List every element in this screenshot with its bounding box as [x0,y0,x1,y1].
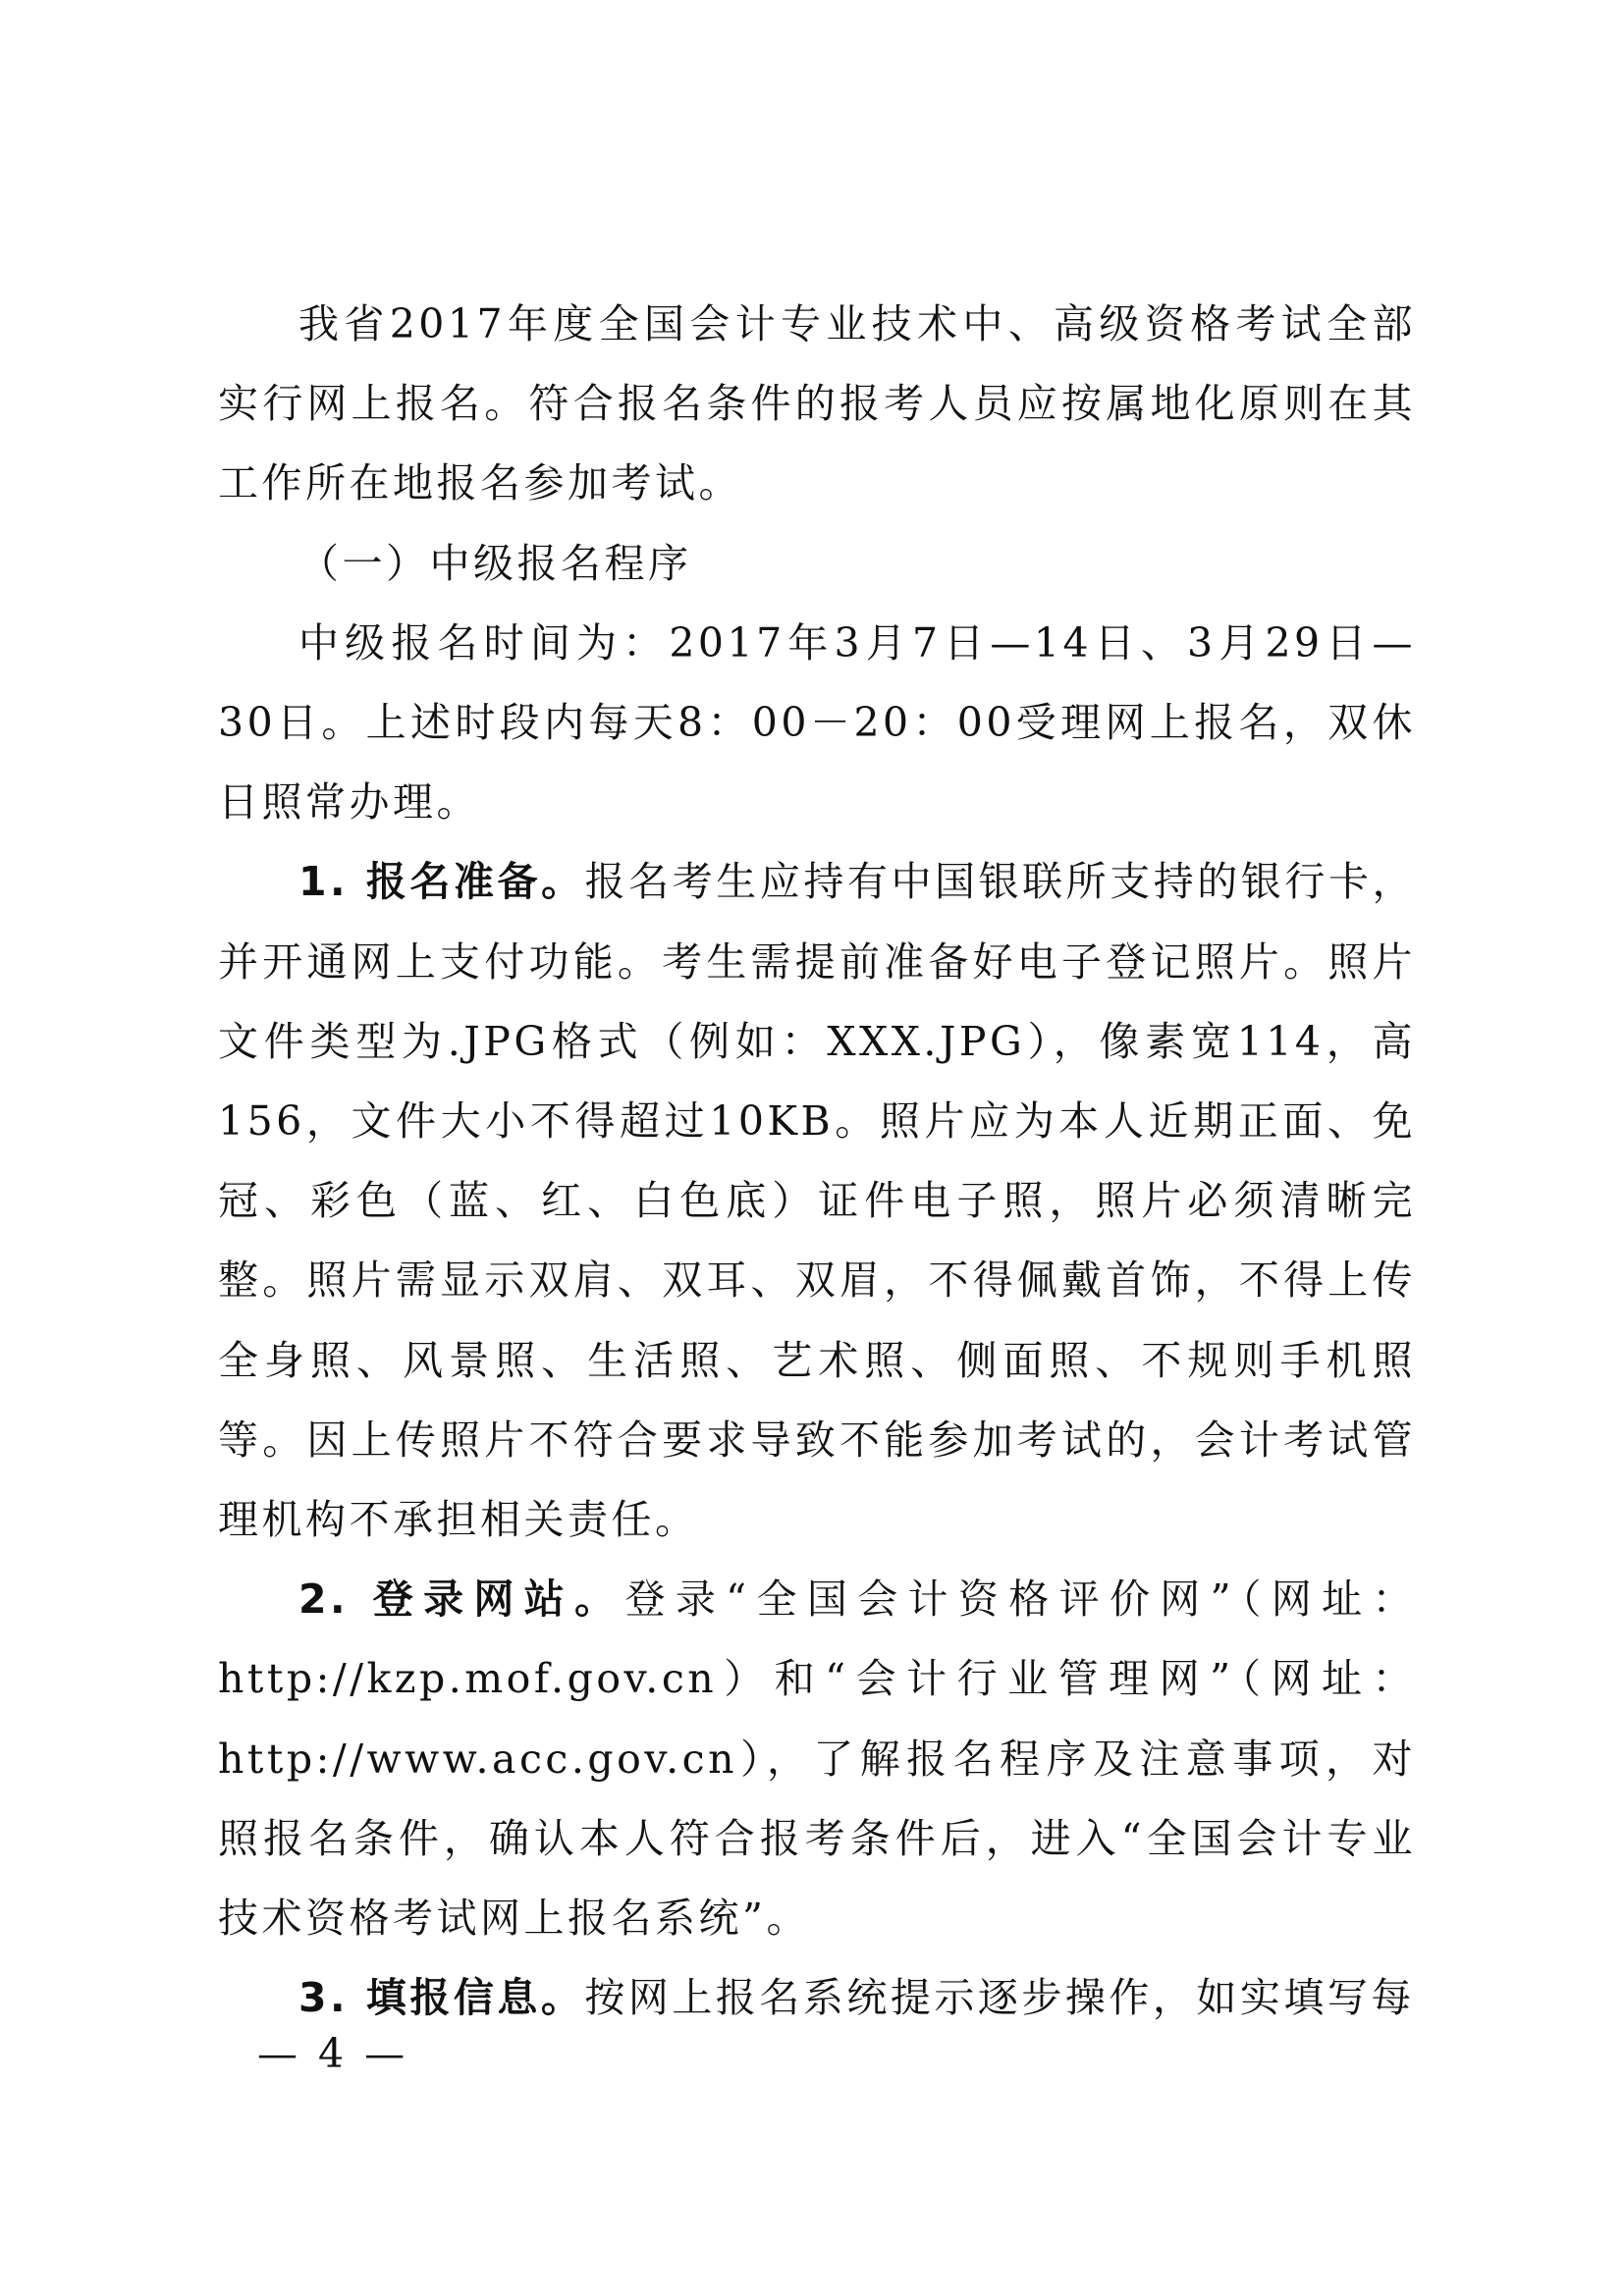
section-heading: （一）中级报名程序 [298,539,692,587]
step-1-paragraph [218,842,1416,1560]
step-3-text: 按网上报名系统提示逐步操作，如实填写每 [584,1974,1415,2022]
page-number: — 4 — [257,2030,409,2077]
step-2-text: 登录“全国会计资格评价网”（网址：http://kzp.mof.gov.cn）和“会计行业管理网”（网址：http://www.acc.gov.cn），了解报名程序及注意事项，对照报名条件，确认本人符合报考条件后，进入“全国会计专业技术资格考试网上报名系统”。 [218,1575,1416,1943]
step-2-lead: 2. 登录网站。 [298,1575,625,1624]
step-1-lead: 1. 报名准备。 [298,858,585,906]
step-1-text: 报名考生应持有中国银联所支持的银行卡，并开通网上支付功能。考生需提前准备好电子登记照片。照片文件类型为.JPG格式（例如：XXX.JPG），像素宽114，高156，文件大小不得超过10KB。照片应为本人近期正面、免冠、彩色（蓝、红、白色底）证件电子照，照片必须清晰完整。照片需显示双肩、双耳、双眉，不得佩戴首饰，不得上传全身照、风景照、生活照、艺术照、侧面照、不规则手机照等。因上传照片不符合要求导致不能参加考试的，会计考试管理机构不承担相关责任。 [218,858,1416,1544]
step-3-lead: 3. 填报信息。 [298,1974,585,2022]
document-body [218,285,1416,2038]
intro-paragraph: 我省2017年度全国会计专业技术中、高级资格考试全部实行网上报名。符合报名条件的报考人员应按属地化原则在其工作所在地报名参加考试。 [218,300,1416,507]
step-2-paragraph [218,1560,1416,1958]
registration-time-paragraph: 中级报名时间为：2017年3月7日—14日、3月29日—30日。上述时段内每天8：00－20：00受理网上报名，双休日照常办理。 [218,618,1416,827]
